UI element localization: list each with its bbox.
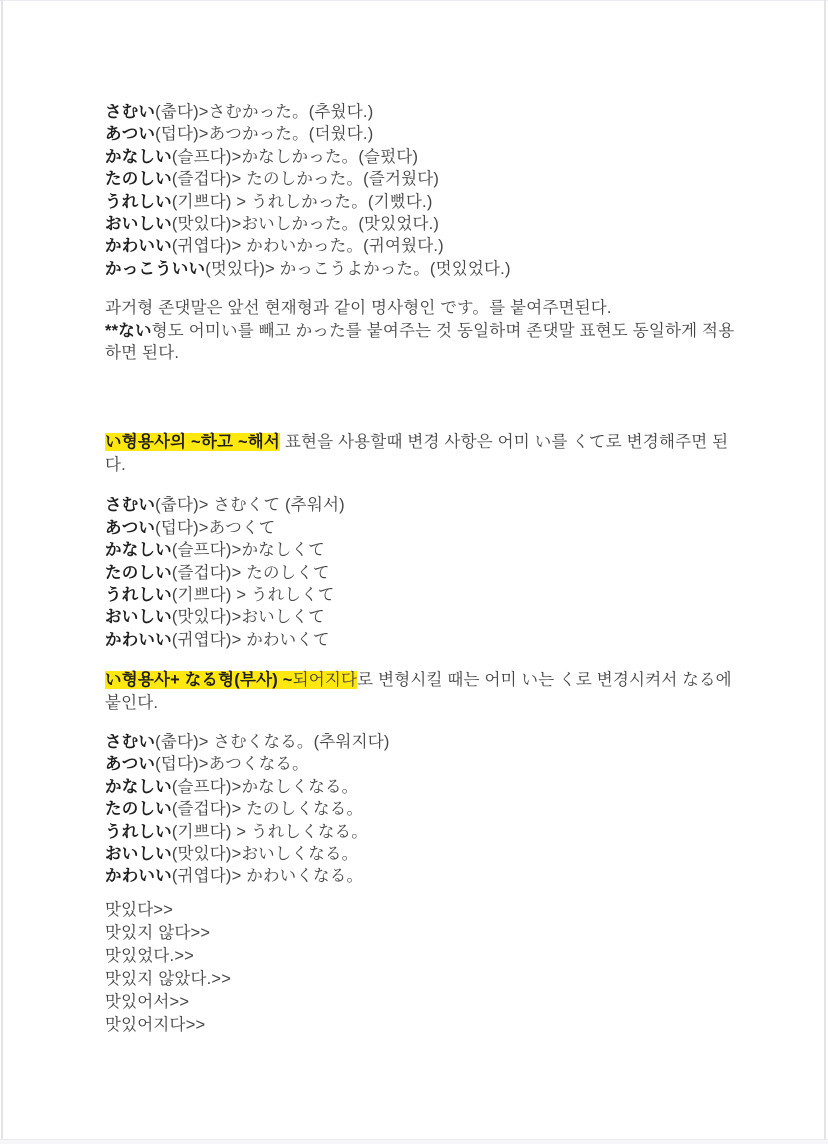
list-item xyxy=(105,146,748,168)
line-text: (슬프다)>かなしくなる。 xyxy=(171,777,359,796)
jp-adjective: あつい xyxy=(105,518,156,537)
list-item xyxy=(105,191,748,213)
jp-adjective: かわいい xyxy=(105,867,172,886)
list-item xyxy=(105,517,748,539)
line-text: (즐겁다)> たのしくて xyxy=(171,563,330,582)
list-item xyxy=(105,731,748,753)
jp-adjective: うれしい xyxy=(105,192,172,211)
note-line-2 xyxy=(105,320,748,365)
line-text: (맛있다)>おいしかった。(맛있었다.) xyxy=(171,215,440,234)
te-rule-paragraph xyxy=(105,431,748,476)
jp-adjective: さむい xyxy=(105,496,156,515)
jp-adjective: かなしい xyxy=(105,147,172,166)
jp-adjective: おいしい xyxy=(105,215,172,234)
te-form-rule xyxy=(105,431,748,476)
naru-form-rule xyxy=(105,669,748,714)
list-item xyxy=(105,798,748,820)
line-text: 형도 어미い를 빼고 かった를 붙여주는 것 동일하며 존댓말 표현도 동일하게 적용하면 된다. xyxy=(105,321,735,363)
list-item xyxy=(105,821,748,843)
list-item xyxy=(105,213,748,235)
list-item xyxy=(105,258,748,280)
jp-adjective: かっこういい xyxy=(105,259,206,278)
highlight-bold-part: い형용사+ なる형(부사) ~ xyxy=(105,671,293,690)
jp-adjective: かわいい xyxy=(105,237,172,256)
jp-adjective: たのしい xyxy=(105,800,172,819)
jp-adjective: たのしい xyxy=(105,563,172,582)
list-item xyxy=(105,539,748,561)
list-item xyxy=(105,865,748,887)
list-item xyxy=(105,101,748,123)
note-line-1: 과거형 존댓말은 앞선 현재형과 같이 명사형인 です。를 붙여주면된다. xyxy=(105,299,612,318)
page-top-border xyxy=(0,0,828,1)
highlighted-text: い형용사의 ~하고 ~해서 xyxy=(105,433,281,452)
line-text: (덥다)>あつくて xyxy=(155,518,276,537)
jp-adjective: あつい xyxy=(105,755,156,774)
jp-adjective: かわいい xyxy=(105,630,172,649)
line-text: (즐겁다)> たのしかった。(즐거웠다) xyxy=(171,170,440,189)
jp-adjective: たのしい xyxy=(105,170,172,189)
list-item xyxy=(105,776,748,798)
list-item xyxy=(105,584,748,606)
list-item xyxy=(105,562,748,584)
list-item xyxy=(105,606,748,628)
list-item: 맛있었다.>> xyxy=(105,946,195,965)
naru-form-list xyxy=(105,731,748,888)
jp-adjective: かなしい xyxy=(105,541,172,560)
list-item xyxy=(105,235,748,257)
list-item xyxy=(105,843,748,865)
line-text: (춥다)> さむくなる。(추워지다) xyxy=(155,732,390,751)
document-content xyxy=(105,101,748,1037)
line-text: (귀엽다)> かわいかった。(귀여웠다.) xyxy=(171,237,444,256)
list-item: 맛있어지다>> xyxy=(105,1015,206,1034)
list-item: 맛있지 않았다.>> xyxy=(105,969,232,988)
past-tense-list xyxy=(105,101,748,280)
line-text: (즐겁다)> たのしくなる。 xyxy=(171,800,364,819)
highlight-regular-part: 되어지다 xyxy=(292,671,358,690)
line-text: (춥다)>さむかった。(추웠다.) xyxy=(155,103,374,121)
line-text: (멋있다)> かっこうよかった。(멋있었다.) xyxy=(205,259,511,278)
page-right-border xyxy=(824,0,826,1144)
naru-rule-paragraph xyxy=(105,669,748,714)
jp-adjective: おいしい xyxy=(105,608,172,627)
jp-adjective: さむい xyxy=(105,732,156,751)
jp-adjective: あつい xyxy=(105,125,156,144)
line-text: (기쁘다) > うれしかった。(기뻤다.) xyxy=(171,192,433,211)
line-text: (덥다)>あつくなる。 xyxy=(155,755,309,774)
line-text: (춥다)> さむくて (추워서) xyxy=(155,496,345,515)
page-left-border xyxy=(1,0,3,1144)
line-text: (귀엽다)> かわいくなる。 xyxy=(171,867,364,886)
line-text: 로 변형시킬 때는 어미 い는 く로 변경시켜서 なる에 붙인다. xyxy=(105,671,737,712)
list-item: 맛있어서>> xyxy=(105,992,190,1011)
jp-adjective: さむい xyxy=(105,103,156,121)
jp-adjective: うれしい xyxy=(105,585,172,604)
list-item xyxy=(105,168,748,190)
list-item xyxy=(105,494,748,516)
note-paragraph xyxy=(105,297,748,364)
highlighted-text xyxy=(105,671,357,689)
jp-adjective: おいしい xyxy=(105,844,172,863)
line-text: 표현을 사용할때 변경 사항은 어미 い를 くて로 변경해주면 된다. xyxy=(105,433,729,474)
line-text: (슬프다)>かなしくて xyxy=(171,541,325,560)
line-text: (덥다)>あつかった。(더웠다.) xyxy=(155,125,374,144)
line-text: (기쁘다) > うれしくて xyxy=(171,585,335,604)
list-item xyxy=(105,753,748,775)
te-form-list xyxy=(105,494,748,651)
list-item: 맛있지 않다>> xyxy=(105,923,211,942)
list-item: 맛있다>> xyxy=(105,900,174,919)
line-text: (기쁘다) > うれしくなる。 xyxy=(171,822,368,841)
nai-form-bold: **ない xyxy=(105,321,152,340)
line-text: (맛있다)>おいしくなる。 xyxy=(171,844,359,863)
list-item xyxy=(105,123,748,145)
line-text: (슬프다)>かなしかった。(슬펐다) xyxy=(171,147,419,166)
page-bottom-border xyxy=(0,1139,828,1144)
jp-adjective: うれしい xyxy=(105,822,172,841)
example-list xyxy=(105,899,748,1037)
jp-adjective: かなしい xyxy=(105,777,172,796)
list-item xyxy=(105,629,748,651)
line-text: (맛있다)>おいしくて xyxy=(171,608,325,627)
line-text: (귀엽다)> かわいくて xyxy=(171,630,330,649)
